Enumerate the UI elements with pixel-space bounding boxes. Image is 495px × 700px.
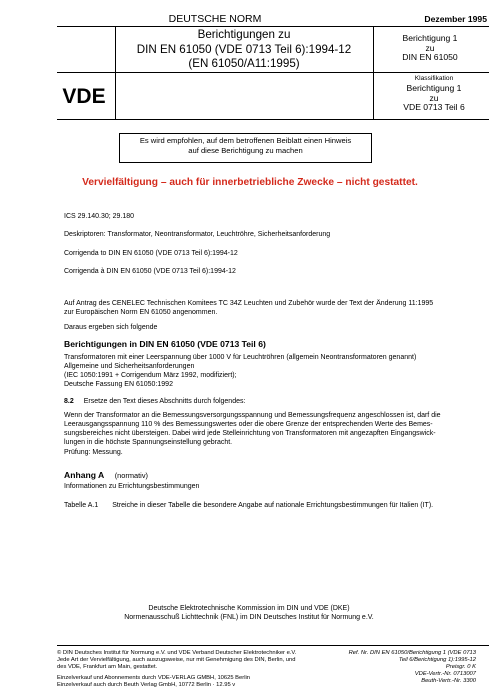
- commission-block: [64, 604, 434, 622]
- tabelle-entry: [64, 501, 468, 510]
- intro-paragraph: [64, 299, 468, 317]
- section-desc-line-4: Deutsche Fassung EN 61050:1992: [64, 381, 173, 388]
- footer-rule: [57, 645, 489, 646]
- sales-block: [57, 675, 317, 689]
- commission-line-2: Normenausschuß Lichttechnik (FNL) im DIN Deutsches Institut für Normung e.V.: [124, 614, 374, 621]
- notice-box: [119, 133, 372, 163]
- anhang-heading: [64, 465, 148, 483]
- tabelle-label: Tabelle A.1: [64, 502, 99, 509]
- copy-warning: Vervielfältigung – auch für innerbetriebliche Zwecke – nicht gestattet.: [82, 177, 418, 188]
- replacement-text: [64, 411, 468, 447]
- section-description: [64, 353, 468, 389]
- sales-line-1: Einzelverkauf und Abonnements durch VDE-VERLAG GMBH, 10625 Berlin: [57, 675, 251, 681]
- reference-line-5: Beuth-Vertr.-Nr. 3300: [421, 678, 476, 684]
- section-desc-line-1: Transformatoren mit einer Leerspannung über 1000 V für Leuchtröhren (allgemein Neontransformatoren genannt): [64, 354, 417, 361]
- document-title: [115, 28, 373, 72]
- corrigenda-fr: Corrigenda à DIN EN 61050 (VDE 0713 Teil 6):1994-12: [64, 268, 236, 275]
- klassifikation-label: Klassifikation: [414, 75, 454, 82]
- section-title: Berichtigungen in DIN EN 61050 (VDE 0713 Teil 6): [64, 339, 266, 349]
- klassifikation-line-2: zu: [429, 92, 439, 103]
- header-divider-right: [373, 26, 374, 119]
- notice-line-2: auf diese Berichtigung zu machen: [188, 145, 303, 155]
- ics-code: ICS 29.140.30; 29.180: [64, 213, 135, 220]
- issue-date: Dezember 1995: [424, 14, 487, 24]
- anhang-title: Anhang A: [64, 470, 105, 480]
- title-line-1: Berichtigungen zu: [197, 28, 291, 41]
- reference-line-3: Preisgr. 0 K: [445, 664, 476, 670]
- title-line-3: (EN 61050/A11:1995): [188, 57, 300, 70]
- norm-label: DEUTSCHE NORM: [168, 13, 262, 25]
- item-number: 8.2: [64, 398, 74, 405]
- vde-logo: [58, 83, 110, 109]
- copyright-line-1: © DIN Deutsches Institut für Normung e.V. und VDE Verband Deutscher Elektrotechniker e.V.: [57, 650, 297, 656]
- sales-line-2: Einzelverkauf auch durch Beuth Verlag GmbH, 10772 Berlin · 12.95 v: [57, 682, 236, 688]
- replacement-line-4: lungen in die höchste Spannungseinstellung gebracht.: [64, 439, 233, 446]
- corrigenda-en: Corrigenda to DIN EN 61050 (VDE 0713 Teil 6):1994-12: [64, 250, 238, 257]
- vde-logo-text: VDE: [62, 85, 106, 108]
- header-top-rule: [57, 26, 489, 27]
- intro-line-1: Auf Antrag des CENELEC Technischen Komitees TC 34Z Leuchten und Zubehör wurde der Text der Änderung 11:1995: [64, 300, 434, 307]
- berichtigung-line-1: Berichtigung 1: [402, 33, 458, 43]
- reference-line-1: Ref. Nr. DIN EN 61050/Berichtigung 1 (VDE 0713: [348, 650, 476, 656]
- copyright-line-2: Jede Art der Vervielfältigung, auch auszugsweise, nur mit Genehmigung des DIN, Berlin, und: [57, 657, 296, 663]
- item-8-2: [64, 397, 468, 406]
- replacement-line-1: Wenn der Transformator an die Bemessungsversorgungsspannung und Bemessungsfrequenz angeschlossen ist, darf die: [64, 412, 441, 419]
- pruefung-text: Prüfung: Messung.: [64, 449, 123, 456]
- reference-block: [306, 650, 476, 685]
- replacement-line-3: sungsbereiches nicht übersteigen. Dabei wird jede Stelleinrichtung von Transformatoren mit angezapften Eingangswick-: [64, 430, 436, 437]
- deskriptoren: Deskriptoren: Transformator, Neontransformator, Leuchtröhre, Sicherheitsanforderung: [64, 231, 331, 238]
- header-top: [57, 14, 489, 26]
- section-desc-line-3: (IEC 1050:1991 + Corrigendum März 1992, modifiziert);: [64, 372, 237, 379]
- copyright-line-3: des VDE, Frankfurt am Main, gestattet.: [57, 664, 158, 670]
- copyright-block: [57, 650, 317, 671]
- intro-line-2: zur Europäischen Norm EN 61050 angenommen.: [64, 309, 218, 316]
- notice-line-1: Es wird empfohlen, auf dem betroffenen Beiblatt einen Hinweis: [139, 136, 352, 145]
- title-line-2: DIN EN 61050 (VDE 0713 Teil 6):1994-12: [136, 42, 352, 56]
- item-text: Ersetze den Text dieses Abschnitts durch folgendes:: [83, 398, 246, 405]
- tabelle-text: Streiche in dieser Tabelle die besondere Angabe auf nationale Errichtungsbestimmungen für Italien (IT).: [112, 502, 434, 509]
- klassifikation-line-1: Berichtigung 1: [406, 83, 462, 93]
- klassifikation-line-3: VDE 0713 Teil 6: [403, 102, 465, 113]
- berichtigung-box: [380, 34, 480, 63]
- berichtigung-line-2: zu: [425, 42, 435, 53]
- header-mid-rule: [57, 72, 489, 73]
- header-bottom-rule: [57, 119, 489, 120]
- commission-line-1: Deutsche Elektrotechnische Kommission im DIN und VDE (DKE): [148, 605, 350, 612]
- daraus-text: Daraus ergeben sich folgende: [64, 324, 158, 331]
- anhang-note: (normativ): [114, 471, 148, 480]
- berichtigung-line-3: DIN EN 61050: [402, 52, 458, 63]
- reference-line-2: Teil 6/Berichtigung 1):1995-12: [398, 657, 476, 663]
- section-desc-line-2: Allgemeine und Sicherheitsanforderungen: [64, 363, 195, 370]
- anhang-subtitle: Informationen zu Errichtungsbestimmungen: [64, 483, 200, 490]
- klassifikation-value: [380, 84, 488, 113]
- reference-line-4: VDE-Vertr.-Nr. 0713007: [414, 671, 476, 677]
- replacement-line-2: Leerausgangsspannung 110 % des Bemessungswertes oder die obere Grenze der entsprechenden Werte des Bemes-: [64, 421, 433, 428]
